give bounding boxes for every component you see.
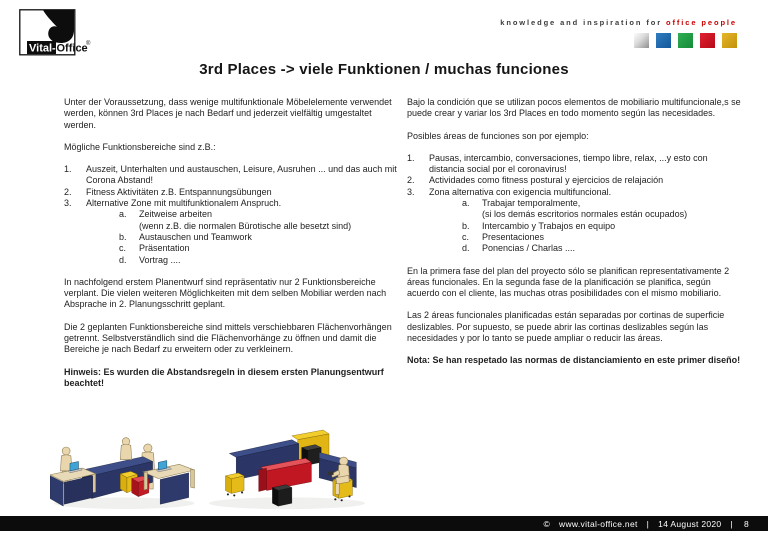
list-item-text: Fitness Aktivitäten z.B. Entspannungsübungen bbox=[86, 186, 272, 197]
vital-office-logo-mark bbox=[19, 9, 119, 59]
list-item-number: b. bbox=[119, 231, 127, 242]
page-title: 3rd Places -> viele Funktionen / muchas funciones bbox=[199, 61, 569, 78]
brand-square-red bbox=[700, 33, 715, 48]
german-list-heading: Mögliche Funktionsbereiche sind z.B.: bbox=[64, 141, 216, 152]
list-item-text: Zeitweise arbeiten bbox=[139, 209, 213, 220]
logo-registered-mark: ® bbox=[86, 41, 91, 47]
list-item-number: 1. bbox=[407, 152, 415, 163]
list-item bbox=[407, 175, 741, 186]
german-function-list bbox=[64, 164, 398, 266]
list-item-number: c. bbox=[462, 231, 470, 242]
sub-list-item bbox=[407, 232, 741, 243]
list-item-number: a. bbox=[119, 209, 127, 220]
brand-square-blue bbox=[656, 33, 671, 48]
list-item-number: b. bbox=[462, 220, 470, 231]
sub-list-item bbox=[407, 198, 741, 209]
tagline-highlight: office people bbox=[666, 18, 737, 27]
list-item bbox=[407, 153, 741, 176]
sub-list-item bbox=[64, 232, 398, 243]
list-item-number: 3. bbox=[64, 198, 72, 209]
list-item-number: 2. bbox=[407, 175, 415, 186]
footer-separator: | bbox=[646, 518, 650, 529]
vital-office-logo bbox=[19, 9, 119, 64]
sub-list-item bbox=[64, 255, 398, 266]
list-item-number: 2. bbox=[64, 186, 72, 197]
footer-bar bbox=[0, 516, 768, 531]
brand-square-green bbox=[678, 33, 693, 48]
list-item bbox=[64, 198, 398, 209]
list-item-number: a. bbox=[462, 198, 470, 209]
spanish-intro-paragraph: Bajo la condición que se utilizan pocos elementos de mobiliario multifuncionale,s se puede crear y variar los 3rd Places en todo momento según las necesidades. bbox=[407, 97, 741, 119]
brand-square-silver bbox=[634, 33, 649, 48]
footer-separator: | bbox=[730, 518, 733, 529]
footer-page-number: 8 bbox=[743, 518, 749, 529]
list-item-number: d. bbox=[462, 243, 470, 254]
sub-list-item bbox=[64, 243, 398, 254]
list-item-text: Actividades como fitness postural y ejercicios de relajación bbox=[429, 175, 664, 186]
german-note: Hinweis: Es wurden die Abstandsregeln in diesem ersten Planungsentwurf beachtet! bbox=[64, 366, 384, 388]
list-item-text: Presentaciones bbox=[482, 231, 545, 242]
list-item-number: c. bbox=[119, 243, 127, 254]
spanish-note: Nota: Se han respetado las normas de distanciamiento en este primer diseño! bbox=[407, 355, 741, 366]
list-item bbox=[407, 187, 741, 198]
sub-list-item bbox=[407, 221, 741, 232]
sub-list-item bbox=[407, 243, 741, 254]
spanish-plan-paragraph: En la primera fase del plan del proyecto sólo se planifican representativamente 2 áreas funcionales. En la segunda fase de la planificación se planifica, según acuerdo con el cliente, las muchas otras posibilidades con el mismo mobiliario. bbox=[407, 265, 730, 299]
spanish-column bbox=[407, 97, 741, 378]
list-item-text: Pausas, intercambio, conversaciones, tiempo libre, relax, ...y esto con distancia social por el coronavirus! bbox=[429, 152, 708, 175]
list-item-text: Vortrag .... bbox=[139, 254, 181, 265]
list-item bbox=[64, 164, 398, 187]
list-item-text: Zona alternativa con exigencia multifuncional. bbox=[429, 186, 612, 197]
tagline-prefix: knowledge and inspiration for bbox=[500, 18, 667, 27]
sub-list-item bbox=[64, 209, 398, 220]
german-column bbox=[64, 97, 398, 400]
brand-tagline bbox=[500, 18, 737, 27]
german-plan-paragraph: In nachfolgend erstem Planentwurf sind repräsentativ nur 2 Funktionsbereiche verplant. Die vielen weiteren Möglichkeiten mit dem selben Mobiliar werden nach Absprache in 2. Planungsschritt geplant. bbox=[64, 276, 387, 310]
sub-list-item-note: (si los demás escritorios normales están ocupados) bbox=[482, 209, 688, 220]
spanish-curtains-paragraph: Las 2 áreas funcionales planificadas están separadas por cortinas de superficie deslizables. Por supuesto, se puede abrir las cortinas deslizables según las necesidades y por lo tanto se puede ampliar o reducir las áreas. bbox=[407, 310, 725, 344]
list-item-number: 1. bbox=[64, 164, 72, 175]
office-desks-illustration bbox=[50, 426, 202, 514]
footer-date: 14 August 2020 bbox=[658, 518, 722, 529]
list-item-text: Intercambio y Trabajos en equipo bbox=[482, 220, 616, 231]
logo-text-office: Office bbox=[56, 42, 88, 55]
brand-square-gold bbox=[722, 33, 737, 48]
spanish-function-list bbox=[407, 153, 741, 255]
german-curtains-paragraph: Die 2 geplanten Funktionsbereiche sind mittels verschiebbaren Flächenvorhängen getrennt. Selbstverständlich sind die Flächenvorhänge zu öffnen und damit die Bereiche je nach Bedarf zu erweitern oder zu verkleinern. bbox=[64, 321, 392, 355]
sub-list-item-note: (wenn z.B. die normalen Bürotische alle besetzt sind) bbox=[139, 220, 352, 231]
footer-copyright: © bbox=[543, 518, 551, 529]
list-item-text: Trabajar temporalmente, bbox=[482, 198, 581, 209]
german-intro-paragraph: Unter der Voraussetzung, dass wenige multifunktionale Möbelelemente verwendet werden, können 3rd Places je nach Bedarf und jederzeit vielfältig umgestaltet werden. bbox=[64, 97, 392, 130]
lounge-furniture-illustration bbox=[204, 429, 370, 513]
list-item-text: Alternative Zone mit multifunktionalem Anspruch. bbox=[86, 198, 282, 209]
spanish-list-heading: Posibles áreas de funciones son por ejemplo: bbox=[407, 130, 589, 141]
list-item-text: Auszeit, Unterhalten und austauschen, Leisure, Ausruhen ... und das auch mit Corona Abstand! bbox=[86, 164, 397, 186]
list-item-number: 3. bbox=[407, 186, 415, 197]
list-item bbox=[64, 187, 398, 198]
list-item-text: Austauschen und Teamwork bbox=[139, 231, 252, 242]
list-item-number: d. bbox=[119, 254, 127, 265]
list-item-text: Präsentation bbox=[139, 243, 190, 254]
footer-website-link[interactable]: www.vital-office.net bbox=[559, 518, 638, 529]
logo-text-vital: Vital- bbox=[29, 42, 56, 55]
list-item-text: Ponencias / Charlas .... bbox=[482, 243, 576, 254]
brand-color-squares bbox=[634, 33, 737, 48]
